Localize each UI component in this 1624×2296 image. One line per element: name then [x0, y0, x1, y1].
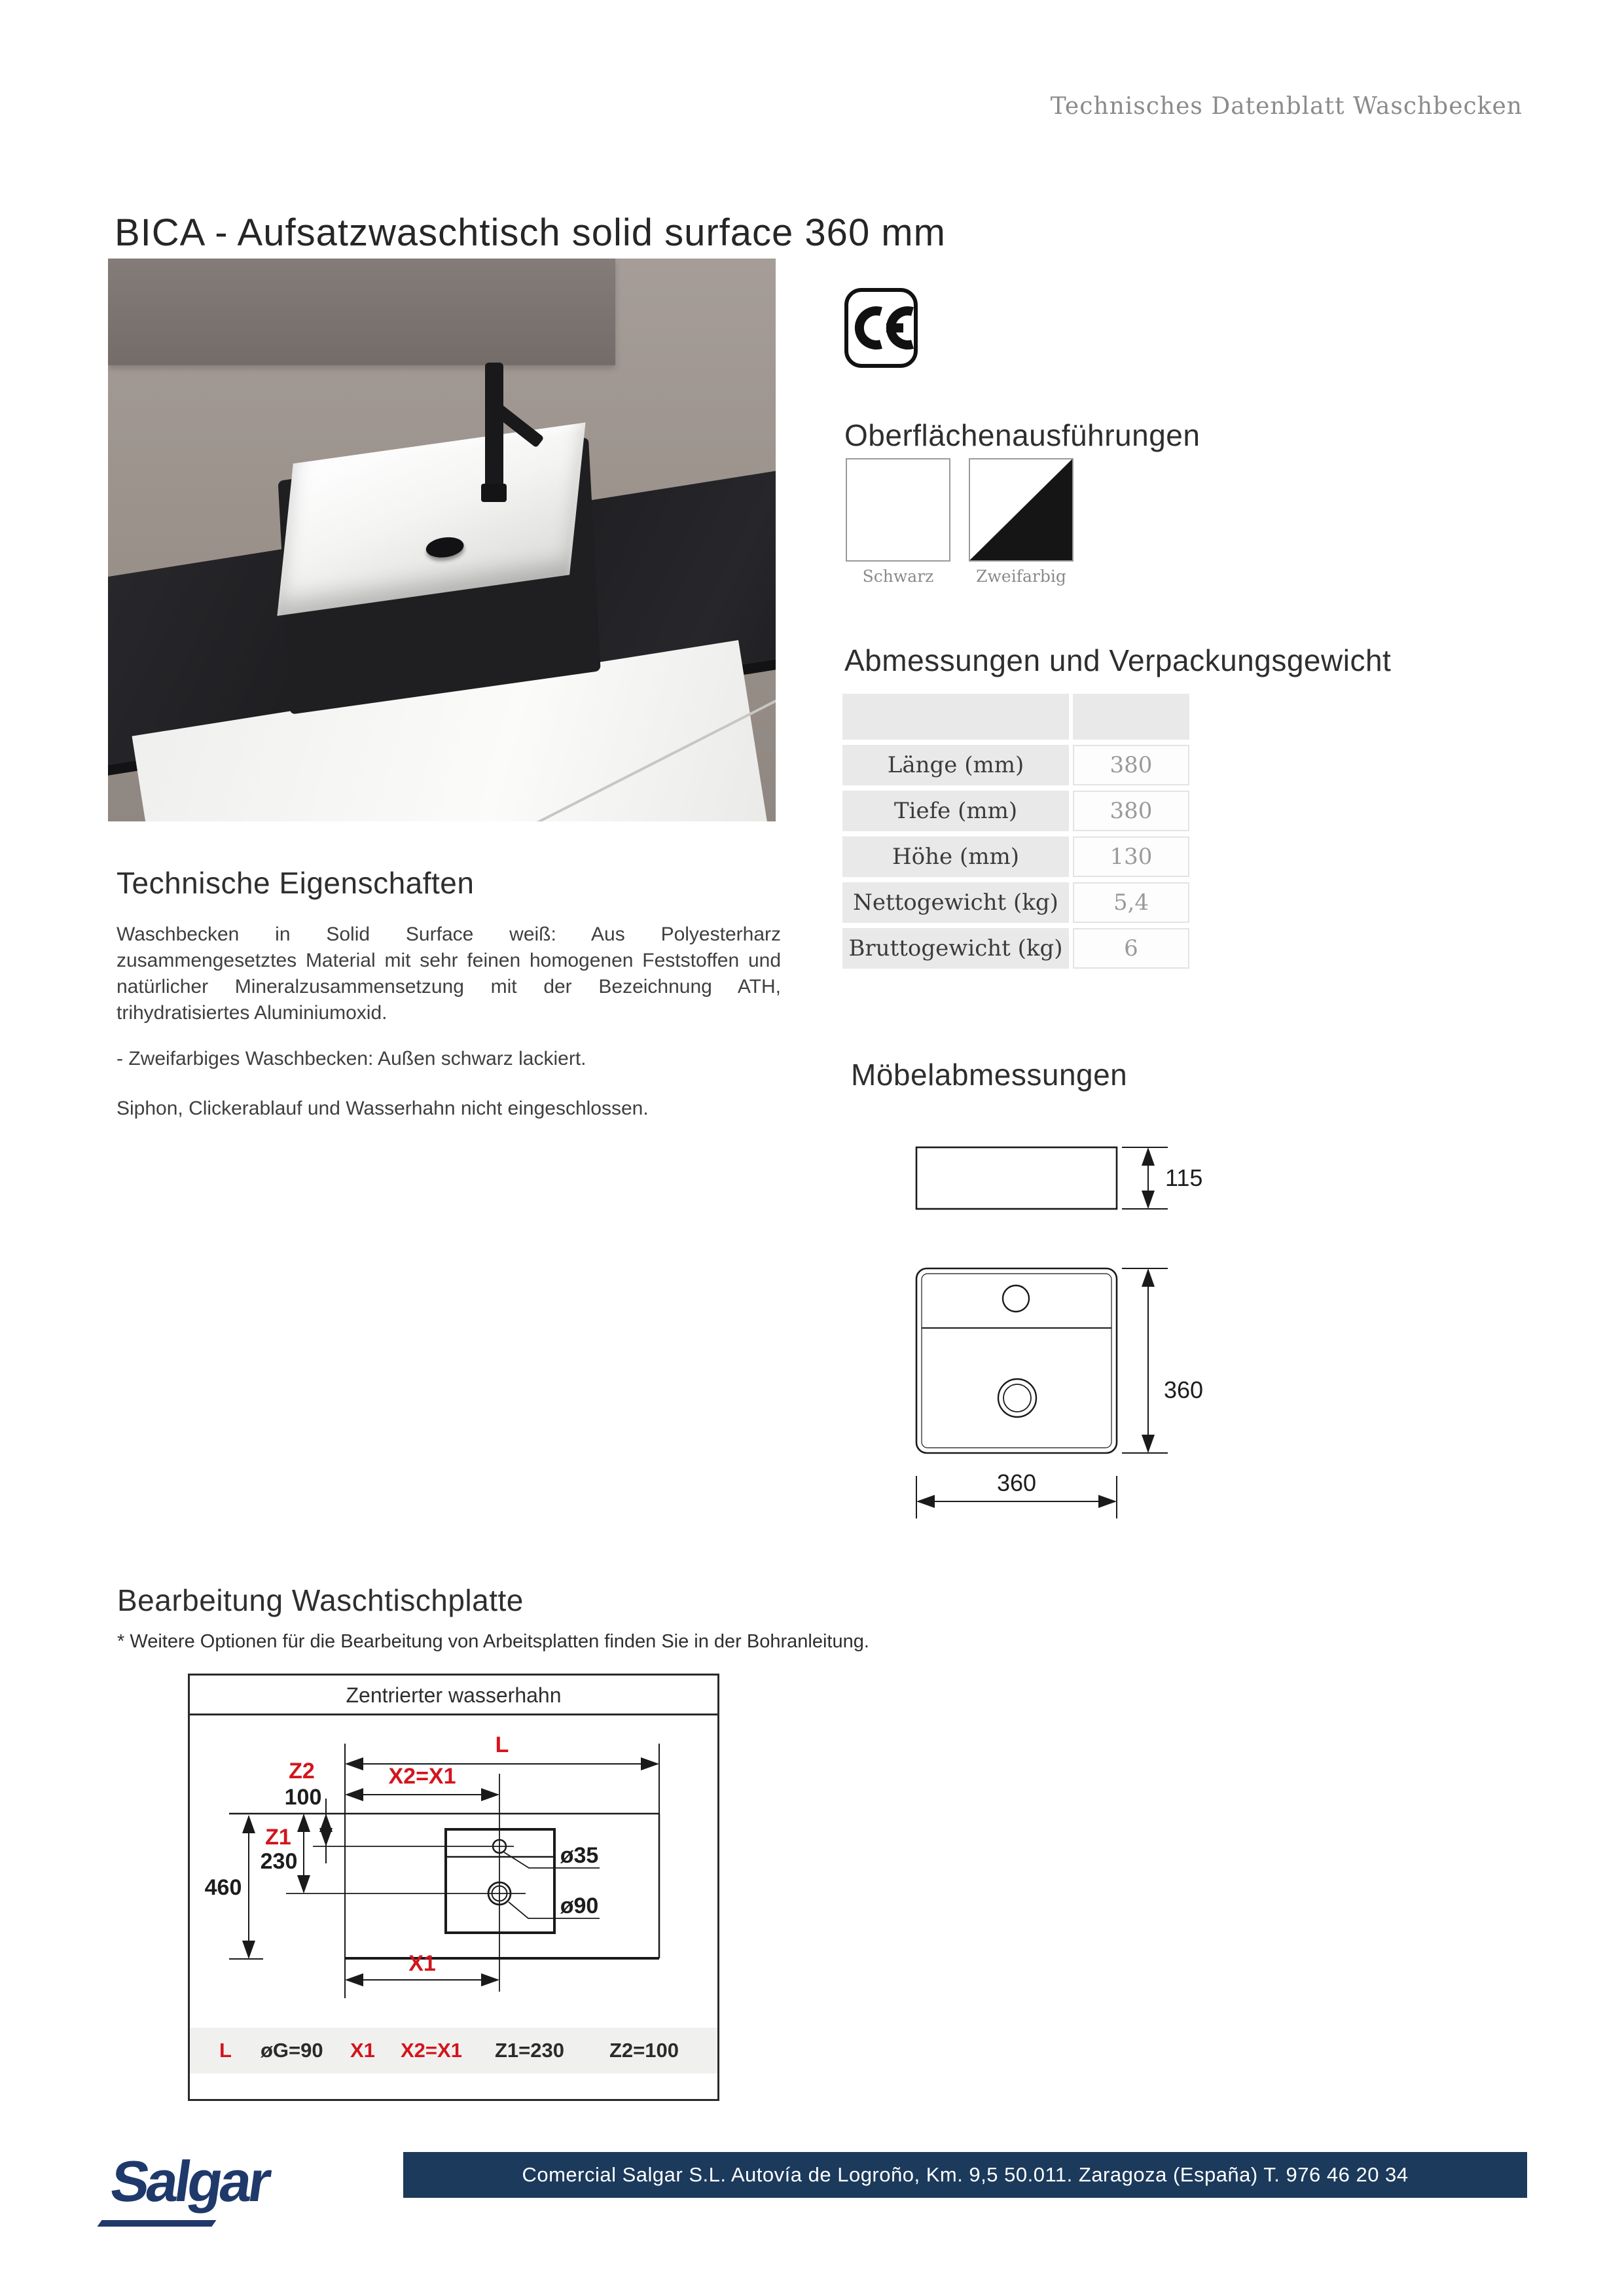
mirror: [108, 259, 615, 365]
swatch-label: Schwarz: [862, 567, 934, 586]
dimensions-heading: Abmessungen und Verpackungsgewicht: [844, 643, 1392, 677]
row-label: Nettogewicht (kg): [842, 882, 1069, 923]
row-label: Tiefe (mm): [842, 791, 1069, 831]
page-title: BICA - Aufsatzwaschtisch solid surface 360 mm: [115, 211, 946, 254]
swatch-schwarz: [846, 458, 950, 562]
dim-Z2-value: 100: [284, 1785, 322, 1810]
furniture-dims-heading: Möbelabmessungen: [851, 1058, 1128, 1092]
row-value: 6: [1073, 928, 1189, 969]
dim-drain-hole: ø90: [560, 1893, 599, 1918]
dim-Z1: Z1: [265, 1825, 291, 1850]
drilling-diagram: [188, 1712, 719, 2028]
legend-item: Z1=230: [495, 2039, 565, 2062]
salgar-logo: Salgar: [107, 2149, 273, 2214]
legend-item: X2=X1: [401, 2039, 462, 2062]
surface-finishes-heading: Oberflächenausführungen: [844, 418, 1200, 452]
row-value: 130: [1073, 836, 1189, 877]
faucet-base: [481, 484, 507, 502]
table-row: [842, 882, 1189, 923]
dim-Z1-value: 230: [260, 1849, 298, 1874]
legend-item: Z2=100: [609, 2039, 679, 2062]
drawing-title: Zentrierter wasserhahn: [346, 1683, 562, 1707]
table-header-value: [1073, 694, 1189, 740]
dim-Z2: Z2: [289, 1759, 315, 1784]
document-type-note: Technisches Datenblatt Waschbecken: [1050, 93, 1523, 120]
dim-L: L: [495, 1732, 509, 1757]
footer-bar: [403, 2152, 1527, 2198]
row-value: 5,4: [1073, 882, 1189, 923]
row-label: Höhe (mm): [842, 836, 1069, 877]
side-height-label: 115: [1165, 1164, 1203, 1191]
row-value: 380: [1073, 745, 1189, 785]
table-row: [842, 745, 1189, 785]
dim-depth: 460: [204, 1875, 242, 1900]
top-height-label: 360: [1164, 1376, 1204, 1403]
table-header-row: [842, 694, 1189, 740]
technical-paragraph: - Zweifarbiges Waschbecken: Außen schwarz lackiert.: [117, 1048, 586, 1069]
row-label: Bruttogewicht (kg): [842, 928, 1069, 969]
product-photo: [108, 259, 776, 821]
worktop-heading: Bearbeitung Waschtischplatte: [117, 1583, 524, 1617]
row-value: 380: [1073, 791, 1189, 831]
table-row: [842, 836, 1189, 877]
dim-X1: X1: [408, 1951, 436, 1976]
technical-heading: Technische Eigenschaften: [117, 866, 475, 900]
ce-mark-icon: [844, 288, 918, 368]
dim-X2: X2=X1: [388, 1764, 456, 1789]
side-view-diagram: [903, 1132, 1231, 1224]
footer-address: Comercial Salgar S.L. Autovía de Logroño, Km. 9,5 50.011. Zaragoza (España) T. 976 46 20 34: [522, 2163, 1409, 2186]
swatch-label: Zweifarbig: [976, 567, 1066, 586]
top-view-diagram: [903, 1257, 1237, 1525]
table-header-label: [842, 694, 1069, 740]
swatch-zweifarbig: [969, 458, 1074, 562]
row-label: Länge (mm): [842, 745, 1069, 785]
ce-mark-glyph: [848, 292, 914, 364]
legend-item: L: [219, 2039, 232, 2062]
drawing-legend: [190, 2028, 717, 2073]
worktop-note: * Weitere Optionen für die Bearbeitung von Arbeitsplatten finden Sie in der Bohranleitung.: [117, 1631, 869, 1652]
technical-paragraph: Waschbecken in Solid Surface weiß: Aus Polyesterharz zusammengesetztes Material mit sehr feinen homogenen Feststoffen und natürlicher Mineralzusammensetzung mit der Bezeichnung ATH, trihydratisiertes Aluminiumoxid.: [117, 924, 781, 1024]
legend-item: øG=90: [261, 2039, 323, 2062]
faucet: [485, 363, 503, 492]
dim-faucet-hole: ø35: [560, 1843, 599, 1868]
technical-paragraph: Siphon, Clickerablauf und Wasserhahn nicht eingeschlossen.: [117, 1098, 649, 1119]
table-row: [842, 928, 1189, 969]
salgar-logo-underline: [97, 2220, 216, 2227]
dimensions-table: [842, 694, 1189, 969]
top-width-label: 360: [996, 1469, 1037, 1496]
legend-item: X1: [350, 2039, 375, 2062]
washbasin: [266, 423, 611, 712]
table-row: [842, 791, 1189, 831]
